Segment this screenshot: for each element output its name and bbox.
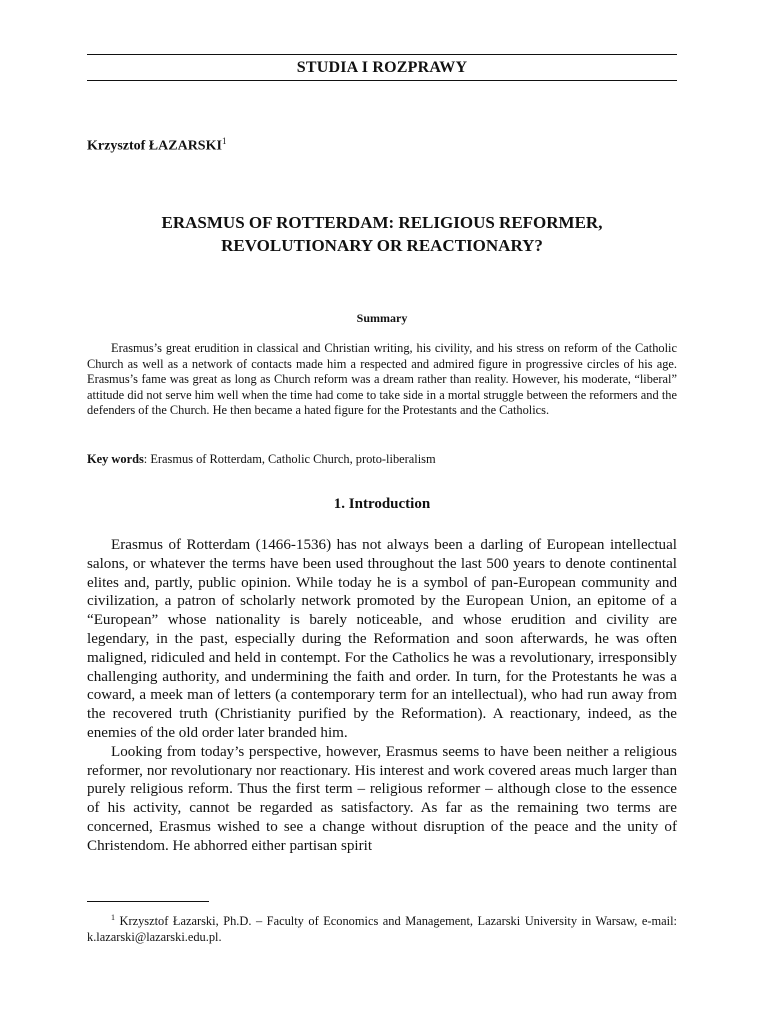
footnote-text: Krzysztof Łazarski, Ph.D. – Faculty of Economics and Management, Lazarski University in Warsaw, e-mail: k.lazarski@lazarski.edu.pl. — [87, 914, 677, 944]
summary-heading: Summary — [356, 311, 408, 325]
keywords-line — [87, 452, 677, 467]
keywords-text: Erasmus of Rotterdam, Catholic Church, proto-liberalism — [150, 452, 436, 466]
keywords-separator: : — [143, 452, 151, 466]
author-line — [87, 136, 226, 155]
introduction-body — [87, 536, 677, 856]
title-line-1: ERASMUS OF ROTTERDAM: RELIGIOUS REFORMER, — [161, 213, 603, 232]
body-paragraph: Erasmus of Rotterdam (1466-1536) has not always been a darling of European intellectual salons, or whatever the terms have been used throughout the last 500 years to denote continental elites and, partly, public opinion. While today he is a symbol of pan-European community and civilization, a patron of scholarly network promoted by the European Union, an epitome of a “European” whose nationality is barely noticeable, and whose erudition and civility are legendary, in the past, especially during the Reformation and soon afterwards, he was often maligned, ridiculed and held in contempt. For the Catholics he was a revolutionary, irresponsibly challenging authority, and undermining the faith and order. In turn, for the Protestants he was a coward, a meek man of letters (a contemporary term for an intellectual), who had run away from the recovered truth (Christianity purified by the Reformation). A reactionary, indeed, as the enemies of the old order later branded him. — [87, 537, 677, 741]
footnote-rule — [87, 901, 209, 902]
keywords-label: Key words — [87, 452, 144, 466]
article-title — [87, 211, 677, 257]
summary-text: Erasmus’s great erudition in classical and Christian writing, his civility, and his stress on reform of the Catholic Church as well as a network of contacts made him a respected and admired figure in progressive circles of his age. Erasmus’s fame was great as long as Church reform was a dream rather than reality. However, his moderate, “liberal” attitude did not serve him well when the time had come to take side in a mortal struggle between the reformers and the defenders of the Church. He then became a hated figure for the Protestants and the Catholics. — [87, 341, 677, 418]
section-title: STUDIA I ROZPRAWY — [296, 59, 468, 76]
author-footnote-mark[interactable]: 1 — [221, 136, 227, 146]
footnote-mark: 1 — [111, 913, 115, 922]
footnote — [87, 910, 677, 945]
author-name: Krzysztof ŁAZARSKI — [87, 138, 222, 154]
body-paragraph: Looking from today’s perspective, however, Erasmus seems to have been neither a religious reformer, nor revolutionary nor reactionary. His interest and work covered areas much larger than purely religious reform. Thus the first term – religious reformer – although close to the essence of his activity, cannot be regarded as satisfactory. As far as the remaining two terms are concerned, Erasmus wished to see a change without disruption of the peace and the unity of Christendom. He abhorred either partisan spirit — [87, 743, 677, 854]
section-header — [87, 54, 677, 81]
title-line-2: REVOLUTIONARY OR REACTIONARY? — [221, 236, 543, 255]
introduction-heading: 1. Introduction — [333, 496, 431, 512]
